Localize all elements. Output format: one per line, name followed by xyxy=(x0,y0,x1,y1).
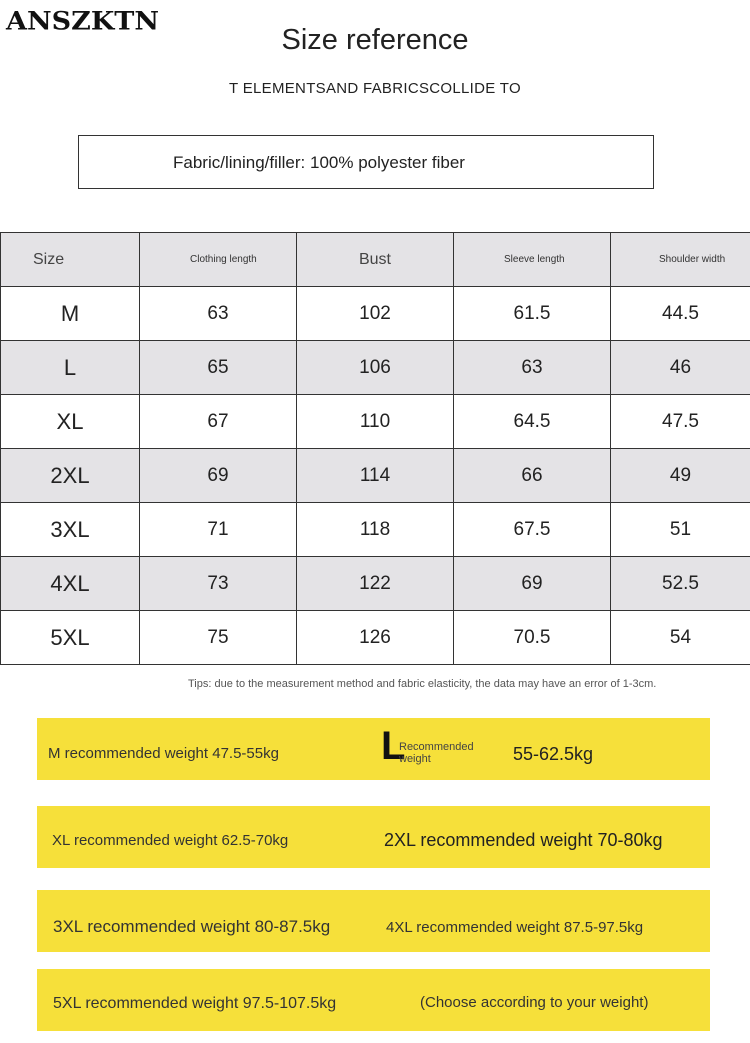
cell-bust: 110 xyxy=(297,395,454,449)
choose-note: (Choose according to your weight) xyxy=(420,994,649,1011)
cell-clothing-length: 67 xyxy=(140,395,297,449)
recommend-4xl: 4XL recommended weight 87.5-97.5kg xyxy=(386,919,644,936)
cell-bust: 102 xyxy=(297,287,454,341)
cell-sleeve-length: 67.5 xyxy=(454,503,611,557)
recommend-2xl: 2XL recommended weight 70-80kg xyxy=(384,830,663,850)
cell-shoulder-width: 52.5 xyxy=(611,557,750,611)
recommend-xl: XL recommended weight 62.5-70kg xyxy=(52,832,289,849)
cell-sleeve-length: 70.5 xyxy=(454,611,611,665)
recommend-l-label: Recommended weight xyxy=(399,741,474,765)
cell-sleeve-length: 63 xyxy=(454,341,611,395)
recommend-5xl: 5XL recommended weight 97.5-107.5kg xyxy=(53,995,337,1012)
cell-clothing-length: 65 xyxy=(140,341,297,395)
fabric-note-box xyxy=(78,135,654,189)
header-sleeve-length: Sleeve length xyxy=(454,233,611,287)
cell-bust: 118 xyxy=(297,503,454,557)
cell-shoulder-width: 46 xyxy=(611,341,750,395)
cell-sleeve-length: 69 xyxy=(454,557,611,611)
recommend-band-2 xyxy=(37,806,710,868)
cell-sleeve-length: 61.5 xyxy=(454,287,611,341)
header-clothing-length: Clothing length xyxy=(140,233,297,287)
table-row xyxy=(1,503,750,557)
cell-shoulder-width: 47.5 xyxy=(611,395,750,449)
table-row xyxy=(1,341,750,395)
table-row xyxy=(1,611,750,665)
cell-size: XL xyxy=(1,395,140,449)
cell-shoulder-width: 51 xyxy=(611,503,750,557)
cell-clothing-length: 71 xyxy=(140,503,297,557)
header-size: Size xyxy=(1,233,140,287)
cell-clothing-length: 69 xyxy=(140,449,297,503)
cell-size: L xyxy=(1,341,140,395)
table-row xyxy=(1,287,750,341)
recommend-band-4 xyxy=(37,969,710,1031)
table-row xyxy=(1,557,750,611)
cell-clothing-length: 75 xyxy=(140,611,297,665)
recommend-m: M recommended weight 47.5-55kg xyxy=(48,745,279,762)
cell-size: M xyxy=(1,287,140,341)
fabric-note-text: Fabric/lining/filler: 100% polyester fiber xyxy=(173,153,465,172)
recommend-band-3 xyxy=(37,890,710,952)
cell-bust: 122 xyxy=(297,557,454,611)
table-row xyxy=(1,449,750,503)
cell-bust: 106 xyxy=(297,341,454,395)
page-title: Size reference xyxy=(281,24,469,56)
table-header-row xyxy=(1,233,750,287)
recommend-l-letter: L xyxy=(381,724,406,768)
cell-shoulder-width: 49 xyxy=(611,449,750,503)
header-bust: Bust xyxy=(297,233,454,287)
cell-size: 3XL xyxy=(1,503,140,557)
cell-bust: 126 xyxy=(297,611,454,665)
page-subtitle: T ELEMENTSAND FABRICSCOLLIDE TO xyxy=(229,80,521,97)
cell-shoulder-width: 44.5 xyxy=(611,287,750,341)
cell-size: 5XL xyxy=(1,611,140,665)
cell-shoulder-width: 54 xyxy=(611,611,750,665)
cell-clothing-length: 73 xyxy=(140,557,297,611)
brand-logo: ANSZKTN xyxy=(6,6,160,37)
cell-size: 4XL xyxy=(1,557,140,611)
cell-sleeve-length: 66 xyxy=(454,449,611,503)
size-table xyxy=(0,232,750,665)
cell-bust: 114 xyxy=(297,449,454,503)
tips-note: Tips: due to the measurement method and fabric elasticity, the data may have an error of 1-3cm. xyxy=(188,678,657,690)
recommend-band-1 xyxy=(37,718,710,780)
recommend-l-value: 55-62.5kg xyxy=(513,744,594,764)
cell-size: 2XL xyxy=(1,449,140,503)
table-row xyxy=(1,395,750,449)
header-shoulder-width: Shoulder width xyxy=(611,233,750,287)
cell-clothing-length: 63 xyxy=(140,287,297,341)
recommend-3xl: 3XL recommended weight 80-87.5kg xyxy=(53,917,331,936)
cell-sleeve-length: 64.5 xyxy=(454,395,611,449)
